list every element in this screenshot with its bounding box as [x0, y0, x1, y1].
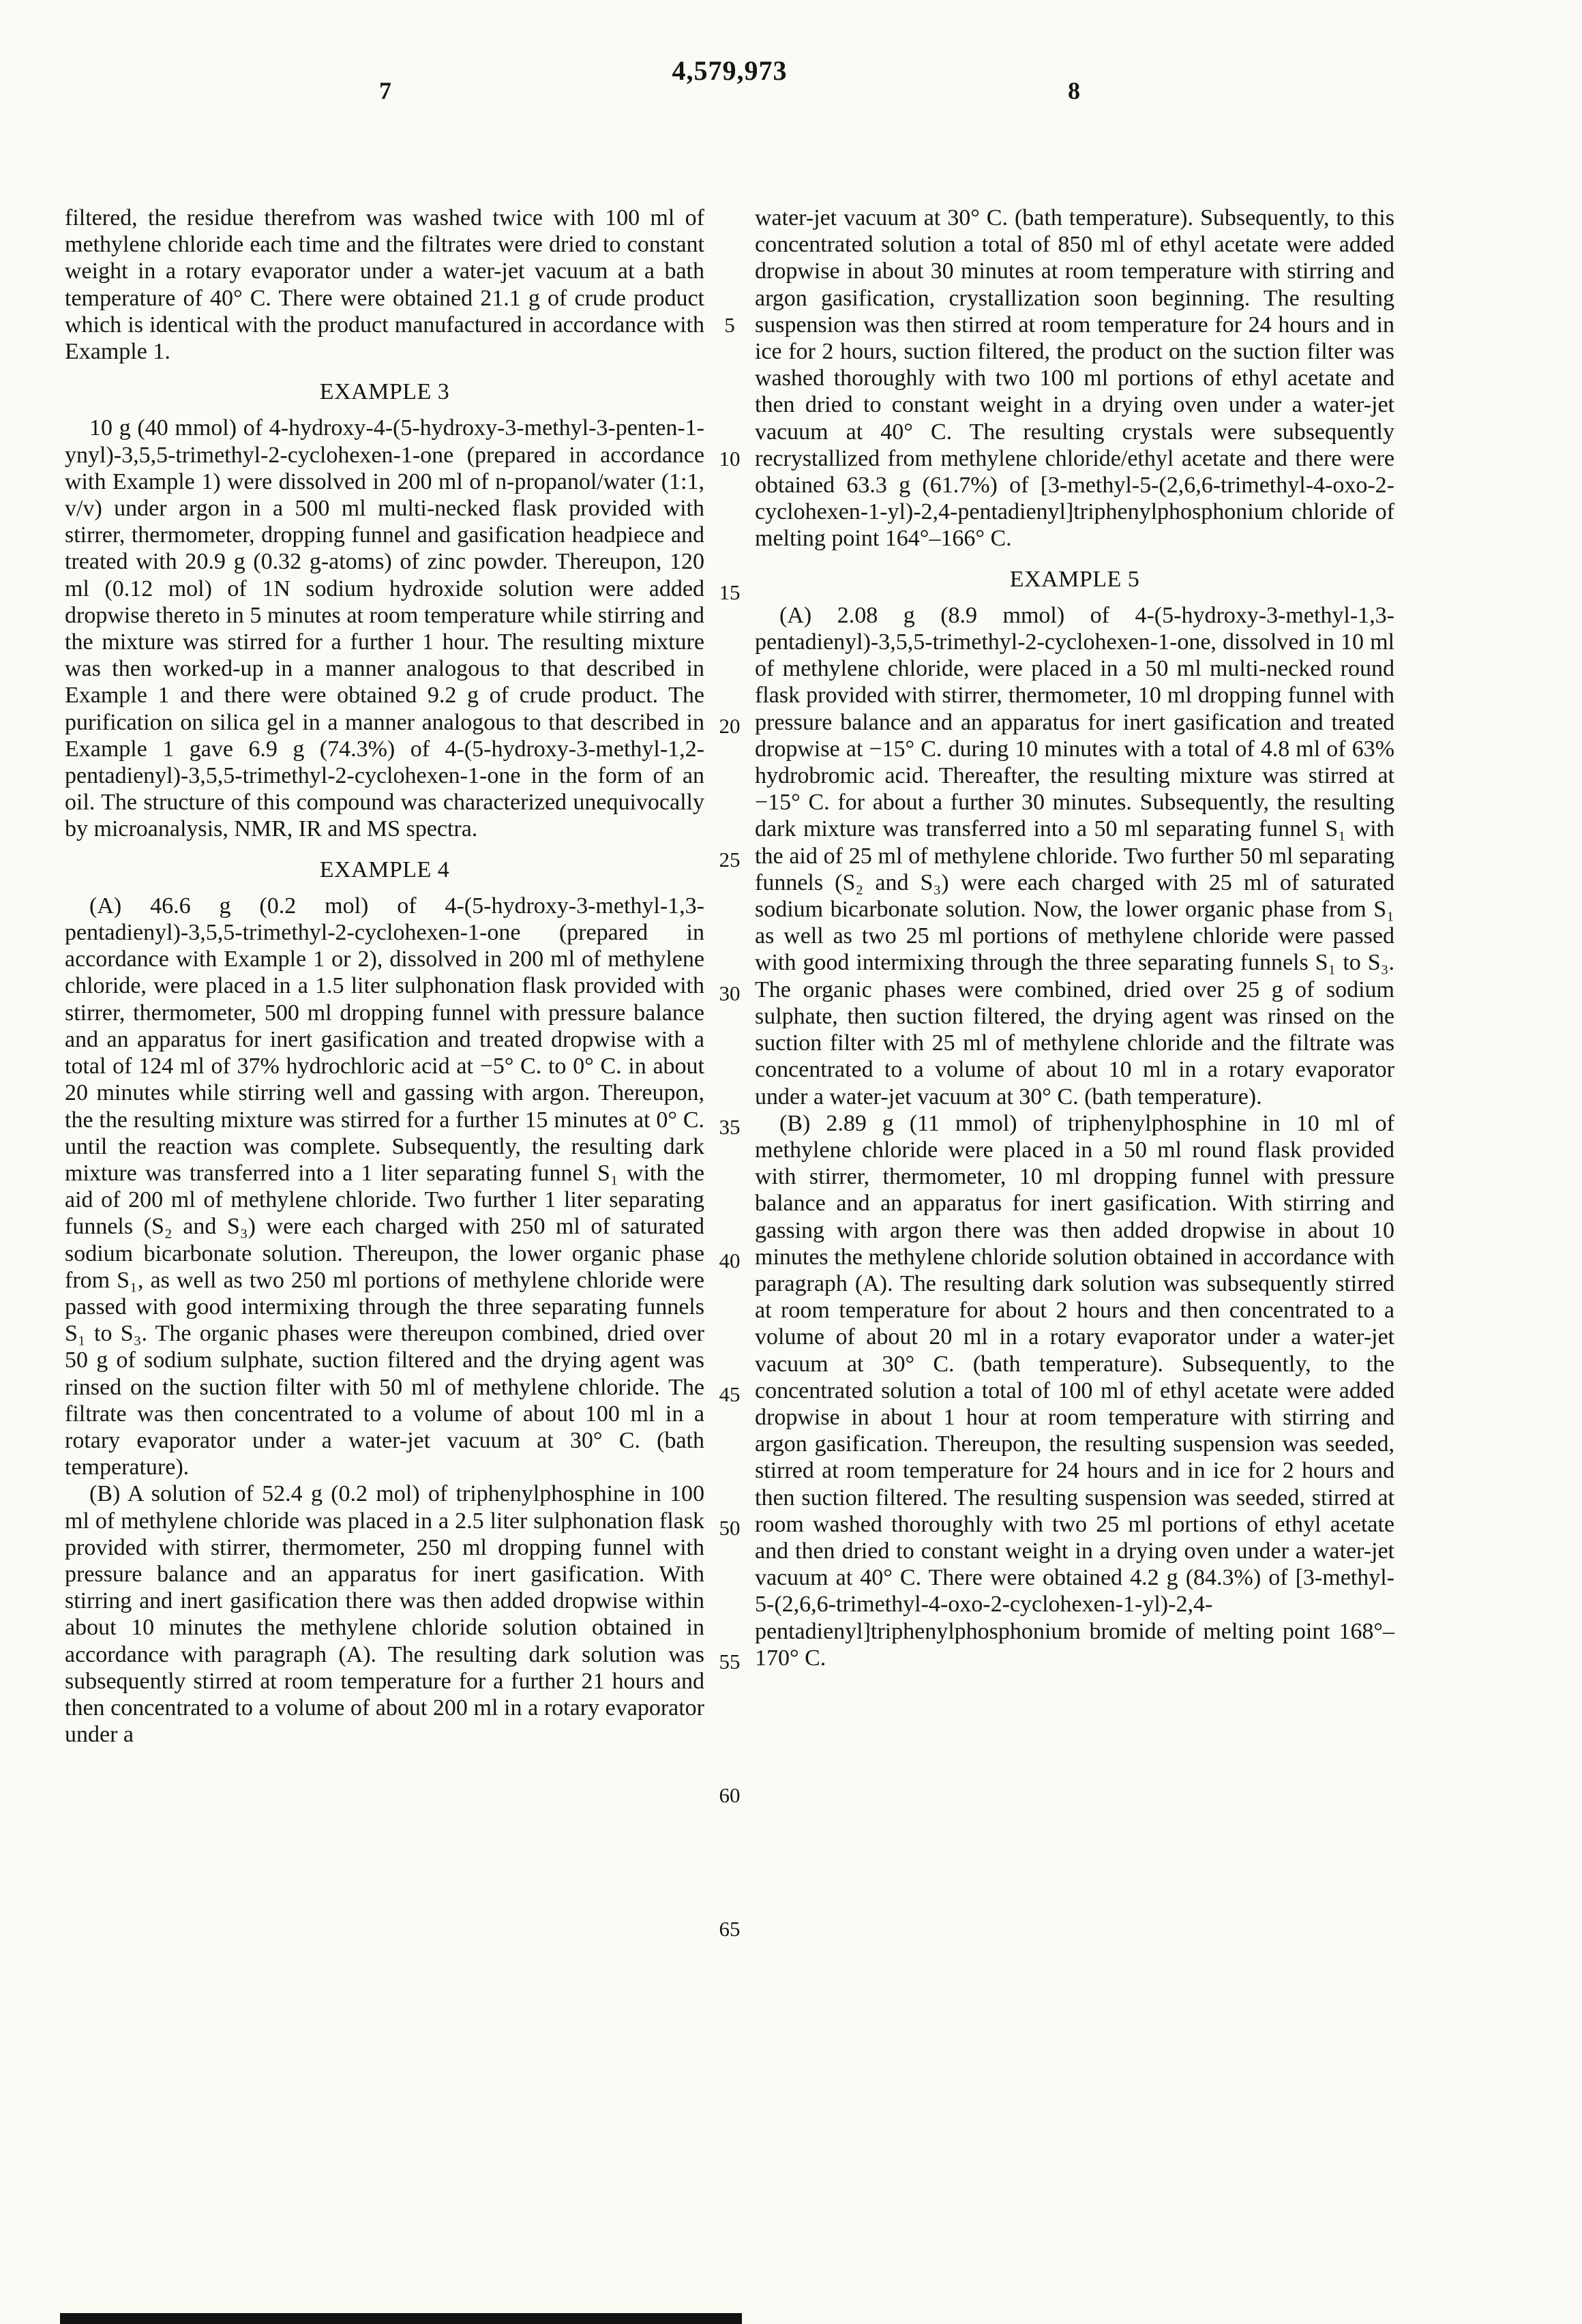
line-number-40: 40	[719, 1248, 741, 1272]
line-number-gutter	[704, 205, 755, 1941]
paragraph: (A) 2.08 g (8.9 mmol) of 4-(5-hydroxy-3-methyl-1,3-pentadienyl)-3,5,5-trimethyl-2-cyclohexen-1-one, dissolved in 10 ml of methylene chloride, were placed in a 50 ml multi-necked round flask provided with stirrer, thermometer, 10 ml dropping funnel with pressure balance and an apparatus for inert gasification and treated dropwise at −15° C. during 10 minutes with a total of 4.8 ml of 63% hydrobromic acid. Thereafter, the resulting mixture was stirred at −15° C. for about a further 30 minutes. Subsequently, the resulting dark mixture was transferred into a 50 ml separating funnel S₁ with the aid of 25 ml of methylene chloride. Two further 50 ml separating funnels (S₂ and S₃) were each charged with 25 ml of saturated sodium bicarbonate solution. Now, the lower organic phase from S₁ as well as two 25 ml portions of methylene chloride were passed with good intermixing through the three separating funnels S₁ to S₃. The organic phases were combined, dried over 25 g of sodium sulphate, then suction filtered, the drying agent was rinsed on the suction filter with 25 ml of methylene chloride and the filtrate was concentrated to a volume of about 10 ml in a rotary evaporator under a water-jet vacuum at 30° C. (bath temperature).	[755, 602, 1394, 1109]
line-number-30: 30	[719, 981, 741, 1005]
example-3-heading: EXAMPLE 3	[319, 379, 450, 405]
line-number-5: 5	[724, 312, 735, 337]
paragraph: 10 g (40 mmol) of 4-hydroxy-4-(5-hydroxy-3-methyl-3-penten-1-ynyl)-3,5,5-trimethyl-2-cyclohexen-1-one (prepared in accordance with Example 1) were dissolved in 200 ml of n-propanol/water (1:1, v/v) under argon in a 500 ml multi-necked flask provided with stirrer, thermometer, dropping funnel and gasification headpiece and treated with 20.9 g (0.32 g-atoms) of zinc powder. Thereupon, 120 ml (0.12 mol) of 1N sodium hydroxide solution were added dropwise thereto in 5 minutes at room temperature while stirring and the mixture was stirred for a further 1 hour. The resulting mixture was then worked-up in a manner analogous to that described in Example 1 and there were obtained 9.2 g of crude product. The purification on silica gel in a manner analogous to that described in Example 1 gave 6.9 g (74.3%) of 4-(5-hydroxy-3-methyl-1,2-pentadienyl)-3,5,5-trimethyl-2-cyclohexen-1-one in the form of an oil. The structure of this compound was characterized unequivocally by microanalysis, NMR, IR and MS spectra.	[65, 415, 704, 842]
right-column	[755, 205, 1394, 1671]
line-number-35: 35	[719, 1114, 741, 1139]
line-number-25: 25	[719, 847, 741, 872]
text-columns	[65, 205, 1394, 1941]
page-column-number-left: 7	[379, 77, 391, 104]
line-number-45: 45	[719, 1382, 741, 1406]
line-number-65: 65	[719, 1916, 741, 1941]
scan-artifact-bar	[60, 2313, 742, 2324]
line-number-60: 60	[719, 1783, 741, 1807]
paragraph: (B) 2.89 g (11 mmol) of triphenylphosphine in 10 ml of methylene chloride were placed in a 50 ml round flask provided with stirrer, thermometer, 10 ml dropping funnel with pressure balance and an apparatus for inert gasification. With stirring and gassing with argon there was then added dropwise in about 10 minutes the methylene chloride solution obtained in accordance with paragraph (A). The resulting dark solution was subsequently stirred at room temperature for about 2 hours and then concentrated to a volume of about 20 ml in a rotary evaporator under a water-jet vacuum at 30° C. (bath temperature). Subsequently, to the concentrated solution a total of 100 ml of ethyl acetate were added dropwise in about 1 hour at room temperature with stirring and argon gasification. Thereupon, the resulting suspension was seeded, stirred at room temperature for 24 hours and in ice for 2 hours and then suction filtered. The resulting suspension was seeded, stirred at room washed thoroughly with two 25 ml portions of ethyl acetate and then dried to constant weight in a drying oven under a water-jet vacuum at 40° C. There were obtained 4.2 g (84.3%) of [3-methyl-5-(2,6,6-trimethyl-4-oxo-2-cyclohexen-1-yl)-2,4-pentadienyl]triphenylphosphonium bromide of melting point 168°–170° C.	[755, 1110, 1394, 1671]
line-number-55: 55	[719, 1649, 741, 1673]
example-4-heading: EXAMPLE 4	[319, 856, 450, 882]
line-number-15: 15	[719, 580, 741, 604]
line-number-50: 50	[719, 1515, 741, 1540]
patent-number: 4,579,973	[672, 55, 788, 86]
paragraph: water-jet vacuum at 30° C. (bath temperature). Subsequently, to this concentrated solution a total of 850 ml of ethyl acetate were added dropwise in about 30 minutes at room temperature with stirring and argon gasification, crystallization soon beginning. The resulting suspension was then stirred at room temperature for 24 hours and in ice for 2 hours, suction filtered, the product on the suction filter was washed thoroughly with two 100 ml portions of ethyl acetate and then dried to constant weight in a drying oven under a water-jet vacuum at 40° C. The resulting crystals were subsequently recrystallized from methylene chloride/ethyl acetate and there were obtained 63.3 g (61.7%) of [3-methyl-5-(2,6,6-trimethyl-4-oxo-2-cyclohexen-1-yl)-2,4-pentadienyl]triphenylphosphonium chloride of melting point 164°–166° C.	[755, 205, 1394, 552]
paragraph: (B) A solution of 52.4 g (0.2 mol) of triphenylphosphine in 100 ml of methylene chloride was placed in a 2.5 liter sulphonation flask provided with stirrer, thermometer, 250 ml dropping funnel with pressure balance and an apparatus for inert gasification. With stirring and inert gasification there was then added dropwise within about 10 minutes the methylene chloride solution obtained in accordance with paragraph (A). The resulting dark solution was subsequently stirred at room temperature for a further 21 hours and then concentrated to a volume of about 200 ml in a rotary evaporator under a	[65, 1481, 704, 1748]
page-column-number-right: 8	[1068, 77, 1080, 104]
paragraph: (A) 46.6 g (0.2 mol) of 4-(5-hydroxy-3-methyl-1,3-pentadienyl)-3,5,5-trimethyl-2-cyclohexen-1-one (prepared in accordance with Example 1 or 2), dissolved in 200 ml of methylene chloride, were placed in a 1.5 liter sulphonation flask provided with stirrer, thermometer, 500 ml dropping funnel with pressure balance and an apparatus for inert gasification and treated dropwise with a total of 124 ml of 37% hydrochloric acid at −5° C. to 0° C. in about 20 minutes while stirring well and gassing with argon. Thereupon, the the resulting mixture was stirred for a further 15 minutes at 0° C. until the reaction was complete. Subsequently, the resulting dark mixture was transferred into a 1 liter separating funnel S₁ with the aid of 200 ml of methylene chloride. Two further 1 liter separating funnels (S₂ and S₃) were each charged with 250 ml of saturated sodium bicarbonate solution. Thereupon, the lower organic phase from S₁, as well as two 250 ml portions of methylene chloride were passed with good intermixing through the three separating funnels S₁ to S₃. The organic phases were thereupon combined, dried over 50 g of sodium sulphate, suction filtered and the drying agent was rinsed on the suction filter with 50 ml of methylene chloride. The filtrate was then concentrated to a volume of about 100 ml in a rotary evaporator under a water-jet vacuum at 30° C. (bath temperature).	[65, 893, 704, 1480]
line-number-20: 20	[719, 713, 741, 738]
line-number-10: 10	[719, 446, 741, 471]
left-column	[65, 205, 704, 1748]
paragraph: filtered, the residue therefrom was washed twice with 100 ml of methylene chloride each time and the filtrates were dried to constant weight in a rotary evaporator under a water-jet vacuum at a bath temperature of 40° C. There were obtained 21.1 g of crude product which is identical with the product manufactured in accordance with Example 1.	[65, 205, 704, 365]
example-5-heading: EXAMPLE 5	[1009, 566, 1140, 592]
